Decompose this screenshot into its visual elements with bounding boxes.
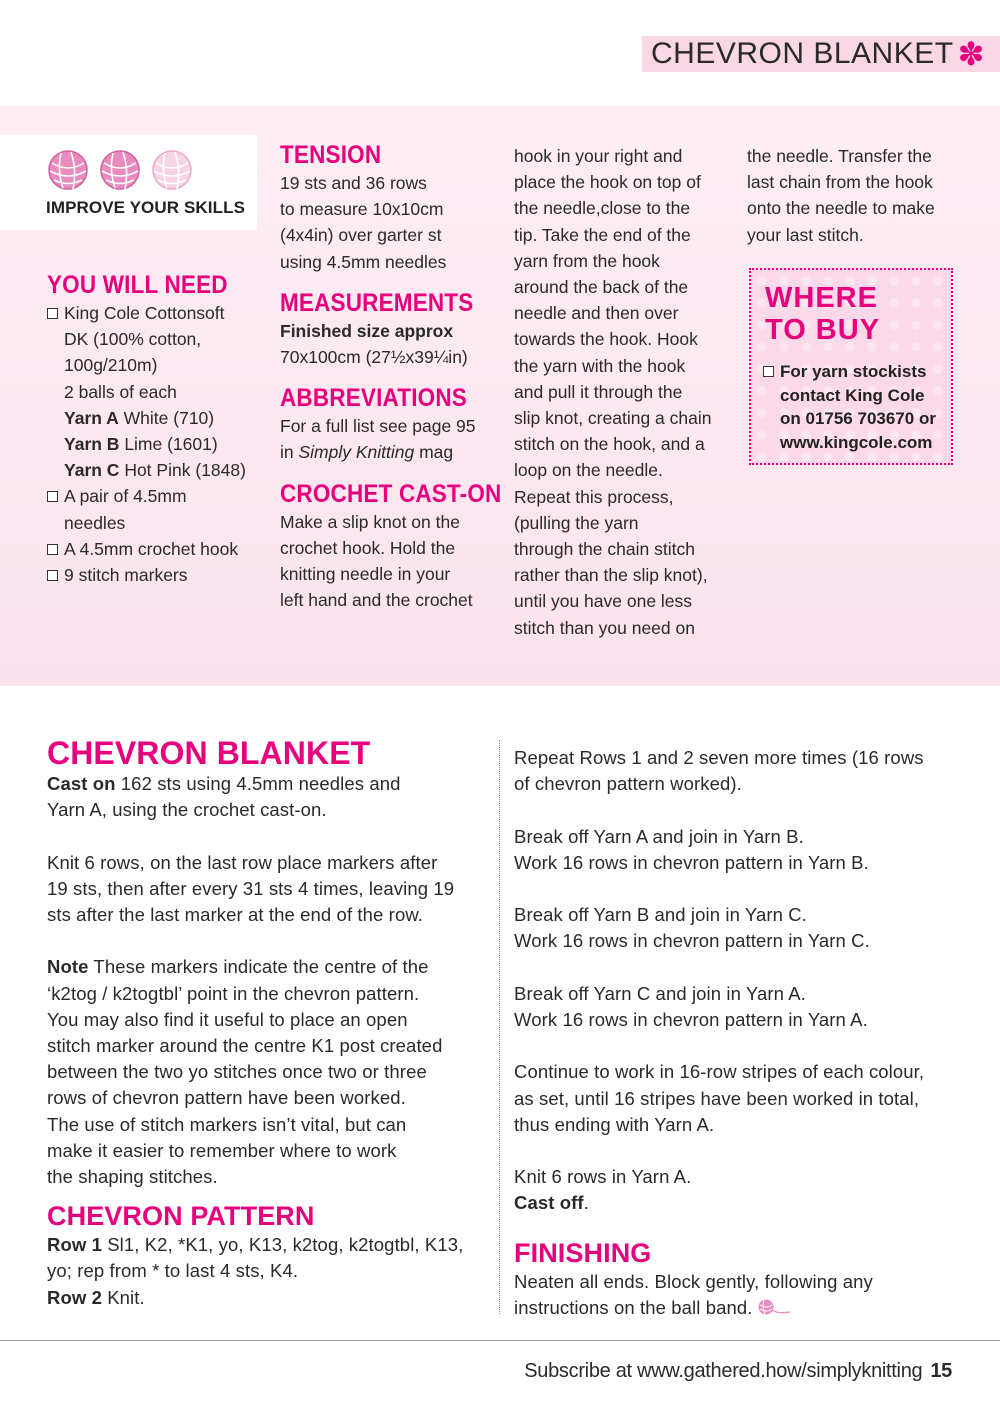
- crochet-cast-on-end: the needle. Transfer the last chain from the hook onto the needle to make your last stitch.: [747, 146, 935, 245]
- finishing-paragraph: Neaten all ends. Block gently, following any instructions on the ball band.: [514, 1270, 873, 1318]
- subscribe-link[interactable]: Subscribe at www.gathered.how/simplyknitting: [524, 1360, 923, 1382]
- tension-text: 19 sts and 36 rows to measure 10x10cm (4x4in) over garter st using 4.5mm needles: [280, 173, 447, 272]
- column-divider: [499, 740, 500, 1314]
- list-item: King Cole Cottonsoft DK (100% cotton, 100g/210m) 2 balls of each Yarn A White (710) Yarn B Lime (1601) Yarn C Hot Pink (1848): [47, 300, 262, 483]
- checkbox-icon: [47, 544, 58, 555]
- pattern-right-column: [514, 745, 964, 1321]
- tension-heading: TENSION: [280, 141, 382, 169]
- header-tab: [642, 36, 1000, 72]
- crochet-cast-on-heading: CROCHET CAST-ON: [280, 479, 502, 508]
- abbreviations-line2: in Simply Knitting mag: [280, 442, 454, 463]
- repeat-paragraph: Repeat Rows 1 and 2 seven more times (16 rows of chevron pattern worked).: [514, 747, 924, 795]
- measurements-size: 70x100cm (27½x39¼in): [280, 347, 468, 368]
- finishing-heading: FINISHING: [514, 1237, 652, 1268]
- continue-paragraph: Continue to work in 16-row stripes of each colour, as set, until 16 stripes have been worked in total, thus ending with Yarn A.: [514, 1061, 925, 1135]
- yarn-a-line: Yarn A White (710): [64, 407, 215, 428]
- row-1-instruction: Row 1 Sl1, K2, *K1, yo, K13, k2tog, k2togtbl, K13, yo; rep from * to last 4 sts, K4.: [47, 1234, 464, 1282]
- header-title: CHEVRON BLANKET: [651, 37, 954, 70]
- where-to-buy-box: [749, 268, 953, 465]
- yarn-b-line: Yarn B Lime (1601): [64, 434, 218, 455]
- where-to-buy-title: WHERE TO BUY: [765, 282, 881, 346]
- checkbox-icon: [47, 570, 58, 581]
- row-2-instruction: Row 2 Knit.: [47, 1286, 145, 1308]
- flower-icon: ✽: [957, 36, 985, 72]
- crochet-cast-on-text: Make a slip knot on the crochet hook. Hold the knitting needle in your left hand and the crochet: [280, 511, 473, 611]
- abbreviations-line1: For a full list see page 95: [280, 416, 476, 437]
- checkbox-icon: [47, 491, 58, 502]
- page-number: 15: [930, 1360, 952, 1382]
- info-column-4: [747, 143, 962, 248]
- where-to-buy-text: For yarn stockists contact King Cole on 01756 703670 or www.kingcole.com: [763, 360, 945, 454]
- you-will-need-section: [47, 270, 262, 588]
- yarn-c-line: Yarn C Hot Pink (1848): [64, 460, 246, 481]
- yarn-a-paragraph: Break off Yarn C and join in Yarn A. Work 16 rows in chevron pattern in Yarn A.: [514, 982, 868, 1030]
- pattern-title: CHEVRON BLANKET: [47, 735, 371, 771]
- pattern-left-column: [47, 735, 487, 1311]
- info-column-3: [514, 143, 729, 641]
- yarn-ball-icon: [99, 149, 141, 191]
- yarn-c-paragraph: Break off Yarn B and join in Yarn C. Work 16 rows in chevron pattern in Yarn C.: [514, 904, 870, 952]
- info-column-2: [280, 140, 502, 613]
- crochet-cast-on-continued: hook in your right and place the hook on top of the needle,close to the tip. Take the end of the yarn from the hook around the back of the needle and then over towards the hook. Hook the yarn with the hook and pull it through the slip knot, creating a chain stitch on the hook, and a loop on the needle. Repeat this process, (pulling the yarn through the chain stitch rather than the slip knot), until you have one less stitch than you need on: [514, 146, 712, 638]
- yarn-ball-icon: [151, 149, 193, 191]
- final-rows-paragraph: Knit 6 rows in Yarn A. Cast off.: [514, 1166, 692, 1214]
- list-item: 9 stitch markers: [47, 562, 262, 588]
- end-yarn-ball-icon: [757, 1298, 791, 1316]
- yarn-ball-icon: [47, 149, 89, 191]
- skill-level-rating: [47, 149, 193, 191]
- chevron-pattern-heading: CHEVRON PATTERN: [47, 1201, 315, 1232]
- list-item: A 4.5mm crochet hook: [47, 536, 262, 562]
- you-will-need-heading: YOU WILL NEED: [47, 271, 228, 299]
- kingcole-link[interactable]: www.kingcole.com: [780, 432, 933, 452]
- list-item: A pair of 4.5mm needles: [47, 483, 262, 535]
- note-paragraph: Note These markers indicate the centre of the ‘k2tog / k2togtbl’ point in the chevron pattern. You may also find it useful to place an open stitch marker around the centre K1 post created between the two yo stitches once two or three rows of chevron pattern have been worked. The use of stitch markers isn’t vital, but can make it easier to remember where to work the shaping stitches.: [47, 956, 443, 1188]
- checkbox-icon: [763, 366, 774, 377]
- measurements-bold: Finished size approx: [280, 320, 454, 341]
- footer-divider: [0, 1340, 1000, 1341]
- materials-list: [47, 300, 262, 588]
- checkbox-icon: [47, 308, 58, 319]
- footer: [524, 1360, 952, 1383]
- skills-label: IMPROVE YOUR SKILLS: [46, 198, 246, 217]
- abbreviations-heading: ABBREVIATIONS: [280, 384, 467, 413]
- skills-box: [0, 135, 257, 230]
- measurements-heading: MEASUREMENTS: [280, 288, 474, 317]
- cast-on-paragraph: Cast on 162 sts using 4.5mm needles and Yarn A, using the crochet cast-on.: [47, 773, 401, 821]
- yarn-b-paragraph: Break off Yarn A and join in Yarn B. Work 16 rows in chevron pattern in Yarn B.: [514, 825, 869, 873]
- knit-six-paragraph: Knit 6 rows, on the last row place markers after 19 sts, then after every 31 sts 4 times, leaving 19 sts after the last marker at the end of the row.: [47, 851, 455, 925]
